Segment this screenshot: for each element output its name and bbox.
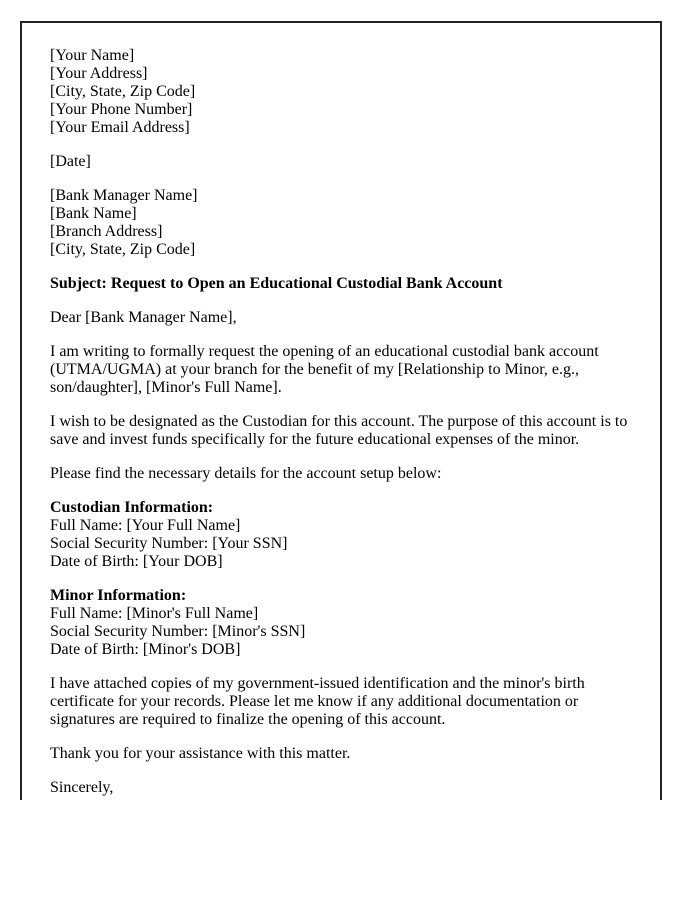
paragraph-request: I am writing to formally request the opening of an educational custodial bank account (UTMA/UGMA) at your branch for the benefit of my [Relationship to Minor, e.g., son/daughter], [Minor's Full Name]. — [50, 343, 599, 396]
letter-date: [Date] — [50, 153, 91, 170]
letter-document — [20, 21, 662, 800]
salutation: Dear [Bank Manager Name], — [50, 309, 237, 326]
custodian-info-section — [50, 499, 632, 571]
sender-address-block: [Your Name] [Your Address] [City, State, Zip Code] [Your Phone Number] [Your Email Address] — [50, 47, 196, 136]
custodian-info-lines: Full Name: [Your Full Name] Social Security Number: [Your SSN] Date of Birth: [Your DOB] — [50, 517, 288, 570]
minor-info-section — [50, 587, 632, 659]
paragraph-thanks: Thank you for your assistance with this matter. — [50, 745, 351, 762]
minor-info-heading: Minor Information: — [50, 587, 187, 604]
recipient-address-block: [Bank Manager Name] [Bank Name] [Branch Address] [City, State, Zip Code] — [50, 187, 198, 258]
closing: Sincerely, — [50, 779, 114, 796]
custodian-info-heading: Custodian Information: — [50, 499, 214, 516]
paragraph-attachments: I have attached copies of my government-issued identification and the minor's birth certificate for your records. Please let me know if any additional documentation or signatures are required to finalize the opening of this account. — [50, 675, 585, 728]
minor-info-lines: Full Name: [Minor's Full Name] Social Security Number: [Minor's SSN] Date of Birth: [Minor's DOB] — [50, 605, 306, 658]
subject-line: Subject: Request to Open an Educational Custodial Bank Account — [50, 275, 503, 292]
paragraph-details-intro: Please find the necessary details for the account setup below: — [50, 465, 442, 482]
paragraph-purpose: I wish to be designated as the Custodian for this account. The purpose of this account is to save and invest funds specifically for the future educational expenses of the minor. — [50, 413, 628, 448]
